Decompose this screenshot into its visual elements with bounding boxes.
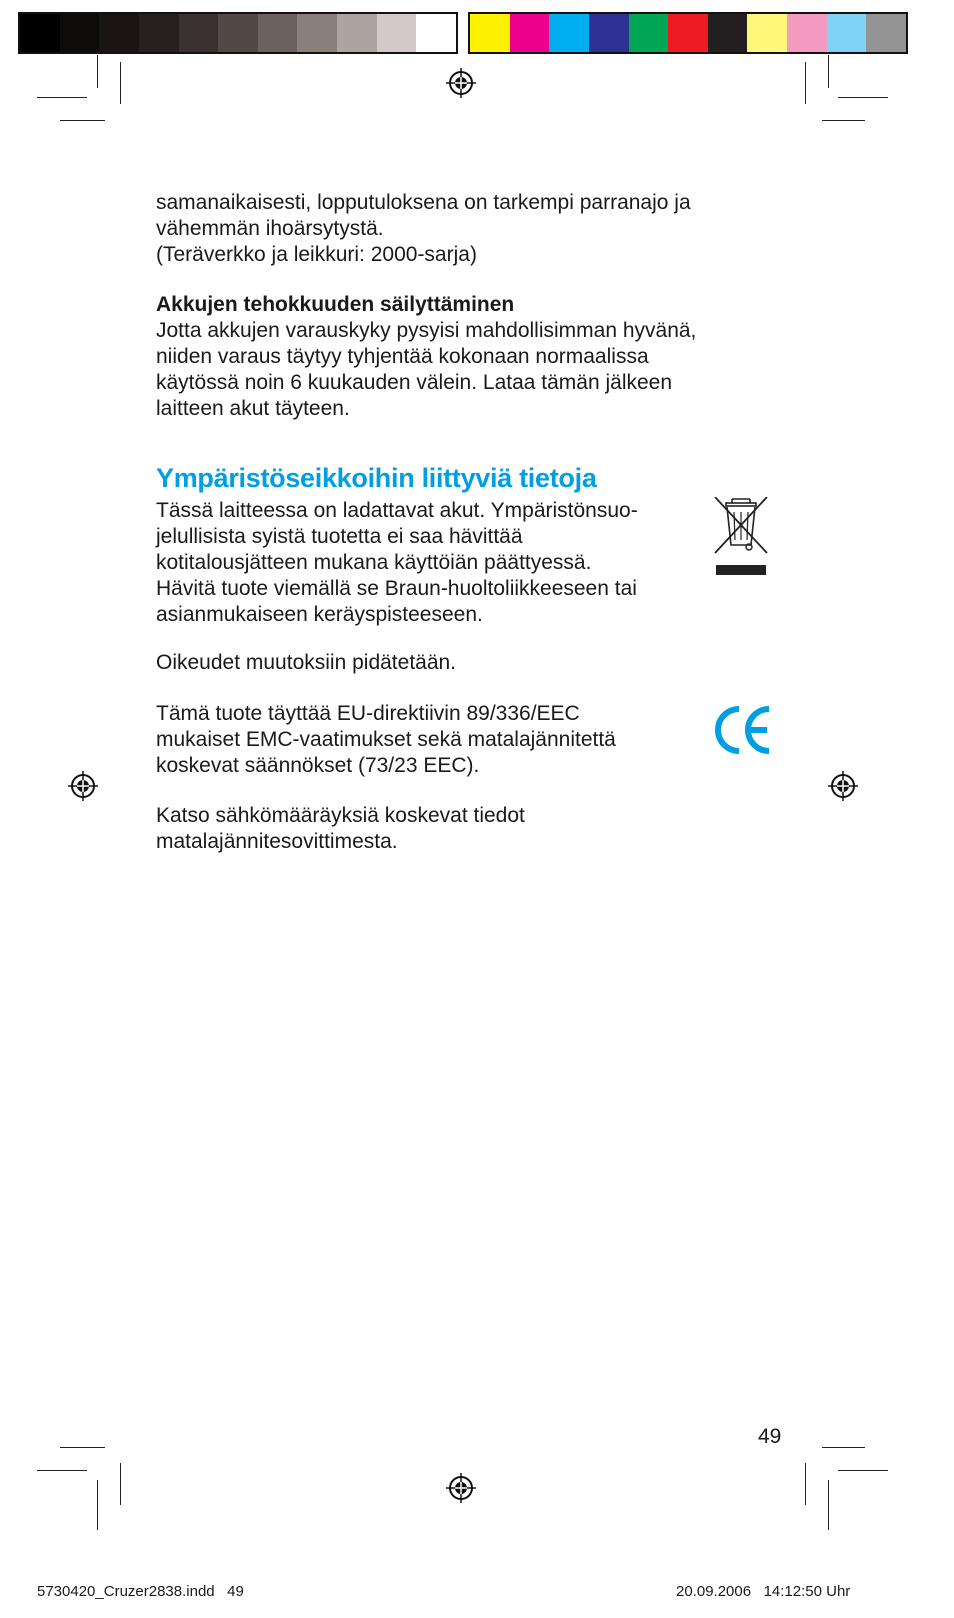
color-swatch xyxy=(139,14,179,52)
registration-mark-icon xyxy=(68,771,98,801)
color-swatch xyxy=(787,14,827,52)
crop-mark xyxy=(828,1480,829,1530)
text-line: vähemmän ihoärsytystä. xyxy=(156,217,384,240)
battery-section-title: Akkujen tehokkuuden säilyttäminen xyxy=(156,293,515,316)
intro-paragraph xyxy=(156,190,766,268)
color-swatch xyxy=(179,14,219,52)
color-swatch xyxy=(218,14,258,52)
text-line: matalajännitesovittimesta. xyxy=(156,830,398,853)
crop-mark xyxy=(60,120,105,121)
environment-paragraph xyxy=(156,498,696,628)
color-swatch xyxy=(377,14,417,52)
color-swatch xyxy=(549,14,589,52)
text-line: niiden varaus täytyy tyhjentää kokonaan normaalissa xyxy=(156,345,649,368)
footer-timestamp: 20.09.2006 14:12:50 Uhr xyxy=(676,1583,851,1600)
color-swatch xyxy=(708,14,748,52)
text-line: käytössä noin 6 kuukauden välein. Lataa tämän jälkeen xyxy=(156,371,673,394)
color-swatch xyxy=(629,14,669,52)
gray-color-bar xyxy=(18,12,458,54)
crop-mark xyxy=(822,1447,865,1448)
color-swatch xyxy=(668,14,708,52)
registration-mark-icon xyxy=(446,1473,476,1503)
text-line: asianmukaiseen keräyspisteeseen. xyxy=(156,603,483,626)
color-swatch xyxy=(258,14,298,52)
crop-mark xyxy=(120,62,121,104)
crop-mark xyxy=(97,55,98,88)
text-line: Hävitä tuote viemällä se Braun-huoltoliikkeeseen tai xyxy=(156,577,637,600)
crop-mark xyxy=(838,97,888,98)
text-line: koskevat säännökset (73/23 EEC). xyxy=(156,754,480,777)
color-swatch xyxy=(337,14,377,52)
text-line: kotitalousjätteen mukana käyttöiän päättyessä. xyxy=(156,551,592,574)
color-swatch xyxy=(747,14,787,52)
environment-heading: Ympäristöseikkoihin liittyviä tietoja xyxy=(156,463,597,493)
eu-directive-paragraph xyxy=(156,701,696,779)
text-line: Tämä tuote täyttää EU-direktiivin 89/336/EEC xyxy=(156,702,580,725)
footer-filename: 5730420_Cruzer2838.indd 49 xyxy=(37,1583,244,1600)
crop-mark xyxy=(37,1470,87,1471)
color-swatch xyxy=(20,14,60,52)
registration-mark-icon xyxy=(828,771,858,801)
text-line: mukaiset EMC-vaatimukset sekä matalajännitettä xyxy=(156,728,616,751)
crop-mark xyxy=(37,97,87,98)
color-swatch xyxy=(99,14,139,52)
color-swatch xyxy=(297,14,337,52)
rights-paragraph xyxy=(156,650,766,676)
color-swatch xyxy=(416,14,456,52)
color-swatch xyxy=(827,14,867,52)
crop-mark xyxy=(805,1463,806,1505)
rights-text: Oikeudet muutoksiin pidätetään. xyxy=(156,651,457,674)
text-line: Tässä laitteessa on ladattavat akut. Ympäristönsuo- xyxy=(156,499,638,522)
color-swatch xyxy=(866,14,906,52)
text-line: jelullisista syistä tuotetta ei saa hävittää xyxy=(156,525,523,548)
color-swatch xyxy=(510,14,550,52)
text-line: (Teräverkko ja leikkuri: 2000-sarja) xyxy=(156,243,477,266)
crop-mark xyxy=(822,120,865,121)
color-swatch xyxy=(470,14,510,52)
text-line: laitteen akut täyteen. xyxy=(156,397,350,420)
cmyk-color-bar xyxy=(468,12,908,54)
crop-mark xyxy=(805,62,806,104)
crop-mark xyxy=(97,1480,98,1530)
crop-mark xyxy=(60,1447,105,1448)
page-number: 49 xyxy=(758,1425,782,1448)
text-line: samanaikaisesti, lopputuloksena on tarkempi parranajo ja xyxy=(156,191,691,214)
crop-mark xyxy=(828,55,829,88)
crop-mark xyxy=(838,1470,888,1471)
ce-mark-icon xyxy=(712,705,774,755)
registration-mark-icon xyxy=(446,68,476,98)
text-line: Katso sähkömääräyksiä koskevat tiedot xyxy=(156,804,525,827)
battery-section xyxy=(156,292,766,422)
crossed-out-wheelie-bin-icon xyxy=(712,497,770,579)
crop-mark xyxy=(120,1463,121,1505)
adapter-paragraph xyxy=(156,803,766,855)
color-swatch xyxy=(589,14,629,52)
text-line: Jotta akkujen varauskyky pysyisi mahdollisimman hyvänä, xyxy=(156,319,697,342)
color-swatch xyxy=(60,14,100,52)
